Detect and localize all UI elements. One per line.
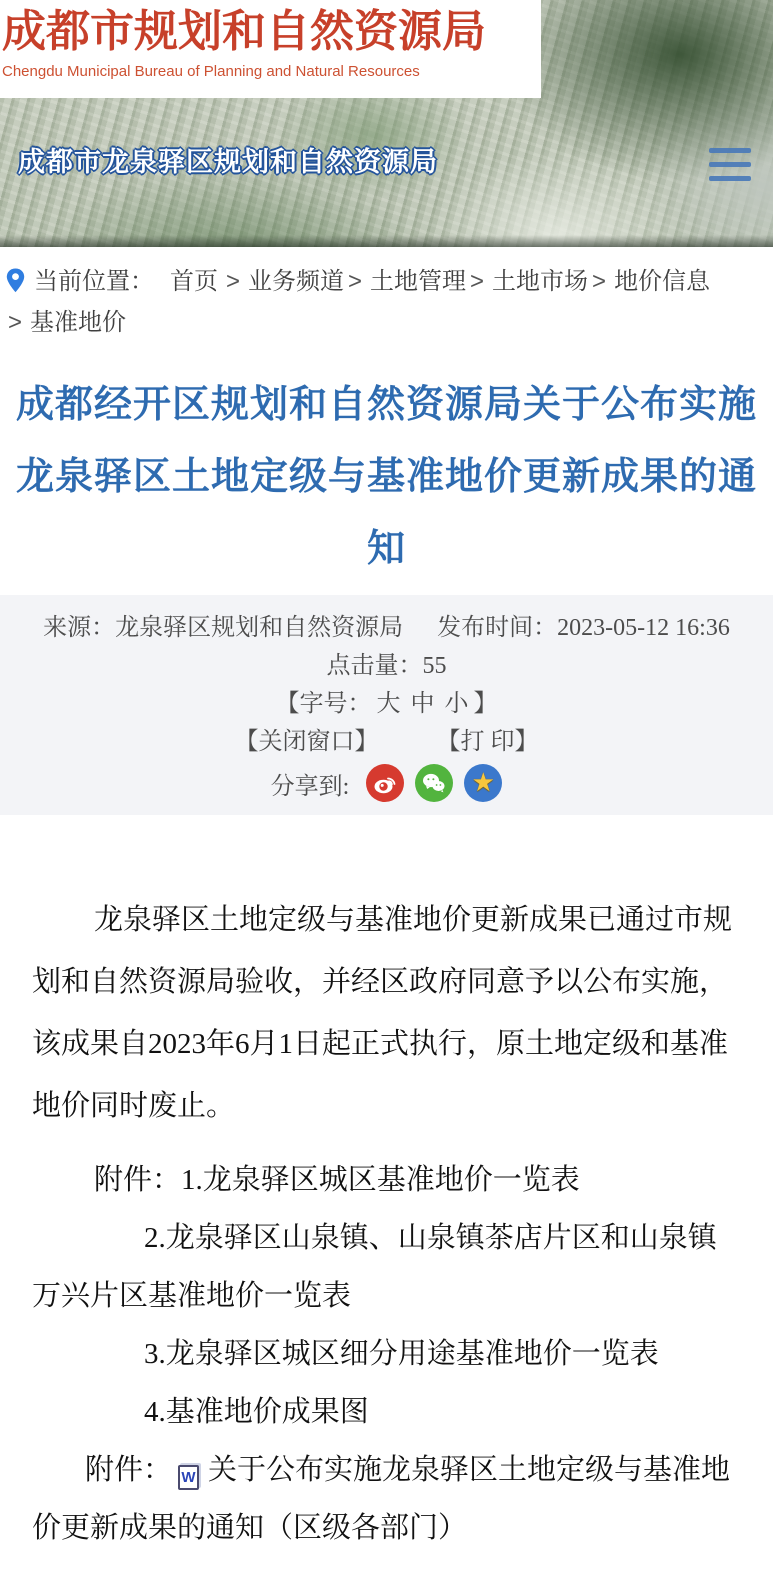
breadcrumb [0, 247, 773, 359]
site-logo-title[interactable]: 成都市规划和自然资源局 [2, 7, 486, 56]
article-source: 来源：龙泉驿区规划和自然资源局 [43, 615, 404, 641]
attachment-file-label: 附件： [85, 1454, 173, 1486]
breadcrumb-label: 当前位置： [34, 268, 154, 295]
font-size-control: 【字号： 大 中 小 】 [275, 691, 498, 717]
article-hit-count: 点击量：55 [326, 653, 447, 679]
font-size-medium-button[interactable]: 中 [410, 691, 435, 717]
location-pin-icon [6, 267, 25, 304]
article-publish-time: 发布时间：2023-05-12 16:36 [437, 615, 730, 641]
site-logo-subtitle: Chengdu Municipal Bureau of Planning and Natural Resources [2, 63, 420, 81]
share-label: 分享到: [270, 773, 350, 800]
qzone-share-icon[interactable]: ★ [464, 764, 502, 802]
word-document-icon[interactable]: W [178, 1465, 199, 1490]
banner [0, 0, 773, 247]
attachment-list-item-2: 2.龙泉驿区山泉镇、山泉镇茶店片区和山泉镇万兴片区基准地价一览表 [32, 1222, 717, 1312]
breadcrumb-item-benchmark-price[interactable]: > 基准地价 [8, 309, 127, 336]
breadcrumb-separator: > [592, 268, 607, 295]
banner-bureau-title: 成都市龙泉驿区规划和自然资源局 [18, 147, 438, 177]
attachment-list-item-3: 3.龙泉驿区城区细分用途基准地价一览表 [144, 1338, 659, 1370]
breadcrumb-separator: > [470, 268, 485, 295]
breadcrumb-item-land-market[interactable]: > 土地市场 [470, 268, 589, 295]
breadcrumb-item-price-info[interactable]: > 地价信息 [592, 268, 711, 295]
breadcrumb-separator: > [348, 268, 363, 295]
breadcrumb-item-business[interactable]: > 业务频道 [226, 268, 345, 295]
article-paragraph: 龙泉驿区土地定级与基准地价更新成果已通过市规划和自然资源局验收，并经区政府同意予以公布实施，该成果自2023年6月1日起正式执行，原土地定级和基准地价同时废止。 [32, 904, 733, 1122]
site-logo[interactable] [0, 0, 541, 98]
breadcrumb-item-land-management[interactable]: > 土地管理 [348, 268, 467, 295]
hamburger-menu-icon[interactable] [709, 148, 751, 181]
weibo-share-icon[interactable] [366, 764, 404, 802]
attachment-download-row [32, 1441, 739, 1557]
banner-bottom-shade [0, 235, 773, 247]
attachment-download-link[interactable]: 关于公布实施龙泉驿区土地定级与基准地价更新成果的通知（区级各部门） [32, 1454, 731, 1544]
breadcrumb-item-home[interactable]: 首页 [170, 268, 218, 295]
article-meta-panel [0, 595, 773, 815]
attachment-list-item-4: 4.基准地价成果图 [144, 1396, 369, 1428]
breadcrumb-separator: > [8, 309, 23, 336]
breadcrumb-separator: > [226, 268, 241, 295]
page-title: 成都经开区规划和自然资源局关于公布实施龙泉驿区土地定级与基准地价更新成果的通知 [15, 384, 757, 570]
article-body [0, 815, 773, 1577]
wechat-share-icon[interactable] [415, 764, 453, 802]
font-size-small-button[interactable]: 小 [444, 691, 469, 717]
close-window-button[interactable]: 【关闭窗口】 [234, 729, 379, 755]
attachment-list-item-1: 附件：1.龙泉驿区城区基准地价一览表 [94, 1164, 580, 1196]
font-size-large-button[interactable]: 大 [376, 691, 401, 717]
print-button[interactable]: 【打 印】 [436, 729, 539, 755]
